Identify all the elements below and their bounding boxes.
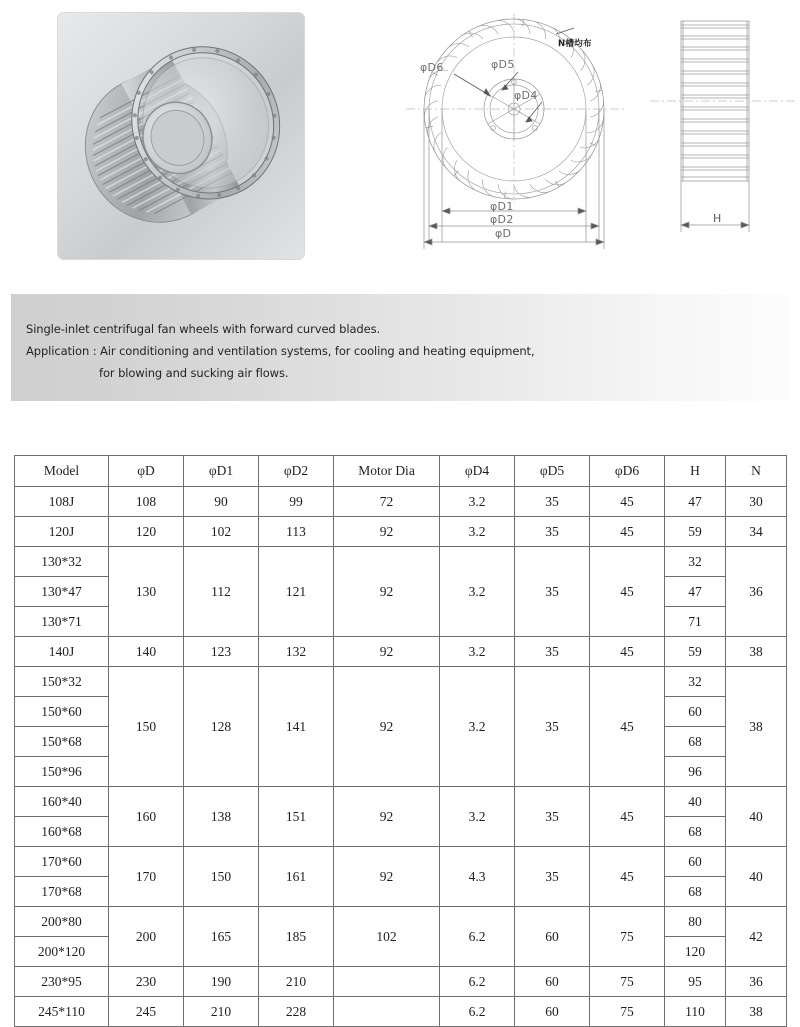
cell-diameter-d4: 3.2 [440, 517, 515, 547]
cell-diameter-d4: 6.2 [440, 967, 515, 997]
cell-height-h: 95 [665, 967, 726, 997]
cell-diameter-d1: 138 [184, 787, 259, 847]
cell-slot-count-n: 38 [726, 667, 787, 787]
cell-diameter-d1: 165 [184, 907, 259, 967]
table-row [15, 667, 787, 697]
cell-model: 150*68 [15, 727, 109, 757]
cell-height-h: 96 [665, 757, 726, 787]
cell-diameter-d5: 35 [515, 667, 590, 787]
cell-diameter-d1: 102 [184, 517, 259, 547]
dimension-label-d1: φD1 [490, 200, 514, 213]
cell-diameter-d4: 4.3 [440, 847, 515, 907]
cell-diameter-d: 130 [109, 547, 184, 637]
column-header-d: φD [109, 456, 184, 487]
description-line-2: Application : Air conditioning and ventilation systems, for cooling and heating equipment, [26, 344, 535, 358]
cell-height-h: 110 [665, 997, 726, 1027]
cell-diameter-d4: 3.2 [440, 667, 515, 787]
cell-model: 140J [15, 637, 109, 667]
cell-diameter-d5: 35 [515, 517, 590, 547]
cell-height-h: 47 [665, 577, 726, 607]
cell-diameter-d5: 35 [515, 487, 590, 517]
cell-diameter-d: 140 [109, 637, 184, 667]
cell-diameter-d1: 128 [184, 667, 259, 787]
cell-motor-dia: 92 [334, 667, 440, 787]
cell-diameter-d6: 45 [590, 637, 665, 667]
cell-diameter-d2: 141 [259, 667, 334, 787]
cell-diameter-d: 108 [109, 487, 184, 517]
cell-height-h: 120 [665, 937, 726, 967]
cell-model: 150*32 [15, 667, 109, 697]
cell-height-h: 68 [665, 877, 726, 907]
description-line-3: for blowing and sucking air flows. [99, 366, 289, 380]
table-row [15, 967, 787, 997]
cell-diameter-d1: 123 [184, 637, 259, 667]
table-header [15, 456, 787, 487]
cell-height-h: 32 [665, 547, 726, 577]
specification-table [14, 455, 787, 1027]
cell-motor-dia: 72 [334, 487, 440, 517]
cell-slot-count-n: 38 [726, 997, 787, 1027]
cell-diameter-d5: 35 [515, 787, 590, 847]
table-body [15, 487, 787, 1027]
cell-model: 150*60 [15, 697, 109, 727]
cell-diameter-d2: 151 [259, 787, 334, 847]
cell-height-h: 68 [665, 727, 726, 757]
dimension-label-d2: φD2 [490, 213, 514, 226]
cell-diameter-d: 230 [109, 967, 184, 997]
cell-diameter-d1: 112 [184, 547, 259, 637]
table-row [15, 487, 787, 517]
dimension-label-h: H [713, 212, 722, 225]
cell-model: 150*96 [15, 757, 109, 787]
cell-model: 160*68 [15, 817, 109, 847]
description-line-1: Single-inlet centrifugal fan wheels with forward curved blades. [26, 322, 381, 336]
cell-motor-dia: 92 [334, 787, 440, 847]
cell-diameter-d4: 3.2 [440, 487, 515, 517]
cell-diameter-d6: 45 [590, 517, 665, 547]
column-header-d5: φD5 [515, 456, 590, 487]
cell-model: 200*120 [15, 937, 109, 967]
table-row [15, 997, 787, 1027]
cell-diameter-d4: 3.2 [440, 637, 515, 667]
cell-diameter-d: 120 [109, 517, 184, 547]
table-row [15, 517, 787, 547]
dimension-label-d: φD [495, 227, 512, 240]
cell-height-h: 59 [665, 637, 726, 667]
cell-diameter-d: 200 [109, 907, 184, 967]
cell-model: 230*95 [15, 967, 109, 997]
cell-motor-dia: 92 [334, 517, 440, 547]
table-row [15, 637, 787, 667]
cell-slot-count-n: 42 [726, 907, 787, 967]
cell-diameter-d5: 35 [515, 637, 590, 667]
cell-diameter-d5: 35 [515, 547, 590, 637]
cell-motor-dia: 92 [334, 637, 440, 667]
cell-model: 120J [15, 517, 109, 547]
cell-diameter-d2: 99 [259, 487, 334, 517]
front-view-label-layer [398, 6, 630, 258]
table-row [15, 787, 787, 817]
column-header-model: Model [15, 456, 109, 487]
n-slot-annotation: N槽均布 [558, 39, 592, 49]
side-view-label-layer [650, 6, 796, 258]
cell-diameter-d: 160 [109, 787, 184, 847]
description-panel [11, 294, 791, 401]
cell-model: 160*40 [15, 787, 109, 817]
cell-motor-dia: 102 [334, 907, 440, 967]
cell-slot-count-n: 34 [726, 517, 787, 547]
cell-model: 108J [15, 487, 109, 517]
cell-slot-count-n: 36 [726, 547, 787, 637]
table-row [15, 847, 787, 877]
cell-diameter-d2: 113 [259, 517, 334, 547]
cell-diameter-d1: 150 [184, 847, 259, 907]
cell-height-h: 40 [665, 787, 726, 817]
cell-diameter-d: 170 [109, 847, 184, 907]
cell-diameter-d6: 45 [590, 847, 665, 907]
cell-model: 130*32 [15, 547, 109, 577]
column-header-motor-dia: Motor Dia [334, 456, 440, 487]
cell-diameter-d2: 210 [259, 967, 334, 997]
cell-height-h: 60 [665, 847, 726, 877]
cell-diameter-d: 150 [109, 667, 184, 787]
cell-height-h: 32 [665, 667, 726, 697]
cell-height-h: 68 [665, 817, 726, 847]
cell-motor-dia [334, 967, 440, 997]
column-header-d4: φD4 [440, 456, 515, 487]
column-header-d2: φD2 [259, 456, 334, 487]
column-header-d1: φD1 [184, 456, 259, 487]
cell-slot-count-n: 40 [726, 787, 787, 847]
cell-diameter-d4: 3.2 [440, 787, 515, 847]
fan-wheel-illustration [57, 12, 305, 260]
dimension-label-d5: φD5 [491, 58, 515, 71]
cell-diameter-d4: 3.2 [440, 547, 515, 637]
cell-height-h: 47 [665, 487, 726, 517]
cell-diameter-d6: 45 [590, 547, 665, 637]
cell-diameter-d4: 6.2 [440, 907, 515, 967]
cell-model: 130*71 [15, 607, 109, 637]
cell-slot-count-n: 40 [726, 847, 787, 907]
cell-diameter-d6: 45 [590, 787, 665, 847]
table-row [15, 907, 787, 937]
cell-diameter-d: 245 [109, 997, 184, 1027]
cell-height-h: 71 [665, 607, 726, 637]
cell-slot-count-n: 38 [726, 637, 787, 667]
dimension-label-d4: φD4 [514, 89, 538, 102]
cell-slot-count-n: 36 [726, 967, 787, 997]
cell-diameter-d6: 45 [590, 667, 665, 787]
column-header-n: N [726, 456, 787, 487]
product-photo [57, 12, 305, 260]
product-overview-section [0, 0, 800, 278]
cell-diameter-d2: 161 [259, 847, 334, 907]
cell-slot-count-n: 30 [726, 487, 787, 517]
cell-height-h: 59 [665, 517, 726, 547]
table-row [15, 547, 787, 577]
cell-diameter-d5: 60 [515, 907, 590, 967]
cell-diameter-d2: 228 [259, 997, 334, 1027]
cell-diameter-d6: 45 [590, 487, 665, 517]
cell-model: 170*68 [15, 877, 109, 907]
table-header-row [15, 456, 787, 487]
cell-model: 170*60 [15, 847, 109, 877]
cell-diameter-d5: 35 [515, 847, 590, 907]
cell-height-h: 60 [665, 697, 726, 727]
cell-diameter-d6: 75 [590, 967, 665, 997]
column-header-h: H [665, 456, 726, 487]
cell-model: 200*80 [15, 907, 109, 937]
dimension-label-d6: φD6 [420, 61, 444, 74]
cell-diameter-d4: 6.2 [440, 997, 515, 1027]
cell-diameter-d6: 75 [590, 907, 665, 967]
cell-diameter-d1: 210 [184, 997, 259, 1027]
cell-diameter-d2: 121 [259, 547, 334, 637]
cell-diameter-d6: 75 [590, 997, 665, 1027]
cell-diameter-d5: 60 [515, 967, 590, 997]
cell-model: 245*110 [15, 997, 109, 1027]
cell-diameter-d1: 190 [184, 967, 259, 997]
cell-diameter-d2: 185 [259, 907, 334, 967]
cell-diameter-d5: 60 [515, 997, 590, 1027]
cell-model: 130*47 [15, 577, 109, 607]
cell-diameter-d2: 132 [259, 637, 334, 667]
cell-motor-dia [334, 997, 440, 1027]
column-header-d6: φD6 [590, 456, 665, 487]
cell-diameter-d1: 90 [184, 487, 259, 517]
cell-motor-dia: 92 [334, 547, 440, 637]
cell-motor-dia: 92 [334, 847, 440, 907]
specification-table-container [14, 455, 786, 1027]
cell-height-h: 80 [665, 907, 726, 937]
